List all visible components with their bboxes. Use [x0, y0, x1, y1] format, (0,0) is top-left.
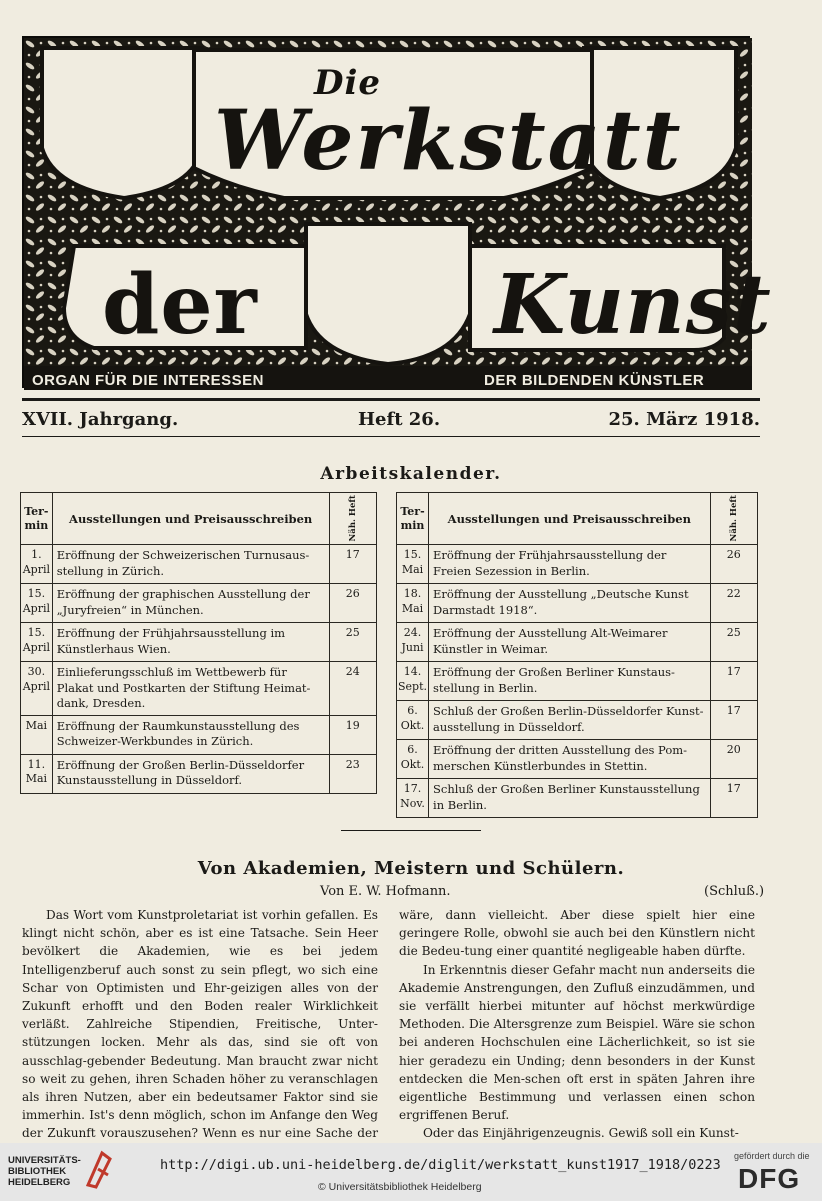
calendar-heft-ref: 25 — [329, 623, 376, 662]
article-paragraph: Oder das Einjährigenzeugnis. Gewiß soll ein Kunst- — [423, 1126, 739, 1141]
calendar-heft-ref: 26 — [329, 584, 376, 623]
calendar-entry: Eröffnung der Frühjahrsausstellung der Freien Sezession in Berlin. — [429, 545, 711, 584]
article-paragraph: In Erkenntnis dieser Gefahr macht nun anderseits die Akademie Anstrengungen, den Zufluß einzudämmen, und sie verfällt hierbei mitunter auf höchst merkwürdige Methoden. Die Altersgrenze zum Beispiel. Wäre sie schon bei anderen Hochschulen eine Lächerlichkeit, so ist sie hier geradezu ein Unding; denn besonders in der Kunst entdecken die Men-schen oft erst in späten Jahren ihre eigentliche Bestimmung und verlassen einen schon ergriffenen Beruf. — [399, 962, 755, 1123]
funding-note: gefördert durch die — [734, 1151, 810, 1161]
university-seal-icon — [84, 1149, 114, 1189]
issue-year: XVII. Jahrgang. — [22, 409, 179, 430]
calendar-row — [21, 623, 377, 662]
calendar-entry: Eröffnung der Ausstellung Alt-Weimarer Künstler in Weimar. — [429, 623, 711, 662]
divider — [22, 436, 760, 437]
calendar-row — [21, 545, 377, 584]
section-divider — [341, 830, 481, 831]
calendar-date: 17. Nov. — [397, 779, 429, 818]
calendar-date: 30. April — [21, 662, 53, 716]
masthead-die: Die — [314, 63, 382, 103]
permalink-url[interactable]: http://digi.ub.uni-heidelberg.de/diglit/werkstatt_kunst1917_1918/0223 — [160, 1157, 721, 1173]
calendar-heft-ref: 22 — [710, 584, 757, 623]
calendar-heft-ref: 20 — [710, 740, 757, 779]
article-column-left — [22, 906, 378, 1161]
calendar-date: 14. Sept. — [397, 662, 429, 701]
calendar-row — [21, 584, 377, 623]
calendar-date: 15. April — [21, 623, 53, 662]
copyright-notice: © Universitätsbibliothek Heidelberg — [318, 1181, 482, 1193]
article-title: Von Akademien, Meistern und Schülern. — [197, 858, 625, 879]
calendar-heft-ref: 25 — [710, 623, 757, 662]
calendar-entry: Eröffnung der graphischen Ausstellung der „Juryfreien“ in München. — [52, 584, 329, 623]
calendar-entry: Schluß der Großen Berlin-Düsseldorfer Kunst-ausstellung in Düsseldorf. — [429, 701, 711, 740]
article-paragraph: wäre, dann vielleicht. Aber diese spielt hier eine geringere Rolle, obwohl sie auch bei den Künstlern nicht die Bedeu-tung einer quantité negligeable haben dürfte. — [399, 908, 755, 959]
calendar-date: 6. Okt. — [397, 701, 429, 740]
calendar-row — [397, 545, 758, 584]
calendar-entry: Eröffnung der Großen Berlin-Düsseldorfer Kunstausstellung in Düsseldorf. — [52, 754, 329, 793]
issue-date: 25. März 1918. — [608, 409, 760, 430]
header-ausstellungen: Ausstellungen und Preisausschreiben — [429, 493, 711, 545]
calendar-row — [397, 662, 758, 701]
masthead-der: der — [102, 257, 258, 353]
masthead-subtitle-right: DER BILDENDEN KÜNSTLER — [484, 372, 705, 389]
calendar-date: 24. Juni — [397, 623, 429, 662]
article-paragraph: Das Wort vom Kunstproletariat ist vorhin gefallen. Es klingt nicht schön, aber es ist eine Tatsache. Sein Heer bevölkert die Akademien, wie es bei jedem Intelligenzberuf auch sonst zu sein pflegt, wo sich eine Schar von Optimisten und Ehr-geizigen alles von der Zukunft erhofft und den Boden realer Wirklichkeit verläßt. Zahlreiche Stipendien, Freitische, Unter-stützungen locken. Mehr als das, sind sie oft von ausschlag-gebender Bedeutung. Man braucht zwar nicht so weit zu gehen, ihren Schaden höher zu veranschlagen als ihren Nutzen, aber ein bedeutsamer Faktor sind sie immerhin. Ist's denn möglich, schon im Anfange den Weg der Zukunft vorauszusehen? Wenn es nur eine Sache der — [22, 908, 378, 1141]
calendar-heft-ref: 26 — [710, 545, 757, 584]
calendar-table-right — [396, 492, 758, 818]
calendar-date: 11. Mai — [21, 754, 53, 793]
article-continuation-note: (Schluß.) — [704, 884, 765, 899]
calendar-entry: Schluß der Großen Berliner Kunstausstellung in Berlin. — [429, 779, 711, 818]
calendar-row — [397, 740, 758, 779]
calendar-heft-ref: 23 — [329, 754, 376, 793]
header-ausstellungen: Ausstellungen und Preisausschreiben — [52, 493, 329, 545]
calendar-row — [21, 715, 377, 754]
calendar-heft-ref: 19 — [329, 715, 376, 754]
issue-line — [22, 398, 760, 438]
calendar-heft-ref: 17 — [710, 779, 757, 818]
calendar-title: Arbeitskalender. — [320, 464, 502, 484]
masthead-subtitle-left: ORGAN FÜR DIE INTERESSEN — [32, 372, 265, 389]
calendar-row — [397, 623, 758, 662]
calendar-date: Mai — [21, 715, 53, 754]
calendar-date: 18. Mai — [397, 584, 429, 623]
header-heft: Näh. Heft — [710, 493, 757, 545]
calendar-row — [21, 754, 377, 793]
header-termin: Ter- min — [21, 493, 53, 545]
calendar-entry: Einlieferungsschluß im Wettbewerb für Plakat und Postkarten der Stiftung Heimat-dank, Dresden. — [52, 662, 329, 716]
viewer-footer — [0, 1143, 822, 1201]
masthead-kunst: Kunst — [494, 257, 772, 353]
masthead-woodcut — [22, 36, 772, 389]
calendar-heft-ref: 17 — [329, 545, 376, 584]
calendar-heft-ref: 17 — [710, 662, 757, 701]
masthead-werkstatt: Werkstatt — [214, 93, 683, 189]
university-library-logo[interactable]: UNIVERSITÄTS- BIBLIOTHEK HEIDELBERG — [8, 1155, 81, 1188]
calendar-date: 1. April — [21, 545, 53, 584]
calendar-entry: Eröffnung der Raumkunstausstellung des Schweizer-Werkbundes in Zürich. — [52, 715, 329, 754]
calendar-entry: Eröffnung der Schweizerischen Turnusaus-stellung in Zürich. — [52, 545, 329, 584]
calendar-row — [397, 701, 758, 740]
calendar-heft-ref: 17 — [710, 701, 757, 740]
article-column-right — [399, 906, 755, 1143]
calendar-entry: Eröffnung der Frühjahrsausstellung im Künstlerhaus Wien. — [52, 623, 329, 662]
calendar-date: 6. Okt. — [397, 740, 429, 779]
calendar-date: 15. April — [21, 584, 53, 623]
calendar-row — [397, 779, 758, 818]
calendar-entry: Eröffnung der dritten Ausstellung des Pom-merschen Künstlerbundes in Stettin. — [429, 740, 711, 779]
issue-number: Heft 26. — [358, 409, 441, 430]
header-termin: Ter- min — [397, 493, 429, 545]
calendar-date: 15. Mai — [397, 545, 429, 584]
article-byline: Von E. W. Hofmann. — [320, 884, 451, 899]
calendar-row — [21, 662, 377, 716]
calendar-entry: Eröffnung der Ausstellung „Deutsche Kunst Darmstadt 1918“. — [429, 584, 711, 623]
calendar-table-left — [20, 492, 377, 794]
calendar-entry: Eröffnung der Großen Berliner Kunstaus-stellung in Berlin. — [429, 662, 711, 701]
header-heft: Näh. Heft — [329, 493, 376, 545]
calendar-heft-ref: 24 — [329, 662, 376, 716]
dfg-logo[interactable]: DFG — [738, 1163, 801, 1194]
calendar-row — [397, 584, 758, 623]
